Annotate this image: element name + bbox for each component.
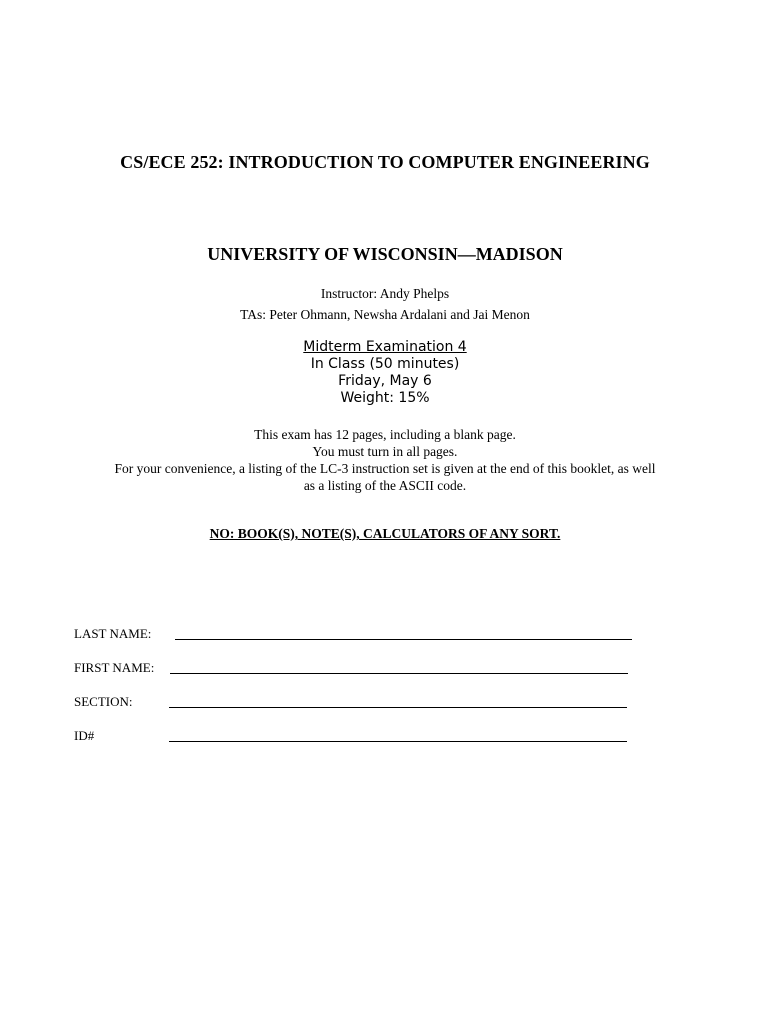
first-name-row: [74, 660, 634, 678]
id-label: ID#: [74, 728, 95, 743]
section-label: SECTION:: [74, 694, 133, 709]
exam-rules: NO: BOOK(S), NOTE(S), CALCULATORS OF ANY SORT.: [209, 526, 561, 541]
id-row: [74, 728, 634, 746]
first-name-line[interactable]: [170, 673, 628, 674]
exam-info: [0, 426, 770, 494]
exam-details: [0, 339, 770, 407]
info-turn-in: You must turn in all pages.: [312, 444, 458, 459]
last-name-label: LAST NAME:: [74, 626, 152, 641]
instructor-line: Instructor: Andy Phelps: [320, 286, 450, 301]
info-pages: This exam has 12 pages, including a blank page.: [254, 427, 516, 442]
exam-weight: Weight: 15%: [340, 390, 430, 406]
last-name-line[interactable]: [175, 639, 632, 640]
exam-name: Midterm Examination 4: [303, 339, 467, 355]
tas-line: TAs: Peter Ohmann, Newsha Ardalani and Jai Menon: [240, 307, 530, 322]
exam-date: Friday, May 6: [338, 373, 432, 389]
last-name-row: [74, 626, 634, 644]
exam-setting: In Class (50 minutes): [310, 356, 460, 372]
course-title: CS/ECE 252: INTRODUCTION TO COMPUTER ENGINEERING: [120, 152, 650, 172]
info-listing: For your convenience, a listing of the LC-3 instruction set is given at the end of this booklet, as well: [114, 461, 656, 476]
university-name: UNIVERSITY OF WISCONSIN—MADISON: [207, 244, 563, 264]
first-name-label: FIRST NAME:: [74, 660, 155, 675]
section-row: [74, 694, 634, 712]
id-line[interactable]: [169, 741, 627, 742]
info-ascii: as a listing of the ASCII code.: [303, 478, 467, 493]
section-line[interactable]: [169, 707, 627, 708]
